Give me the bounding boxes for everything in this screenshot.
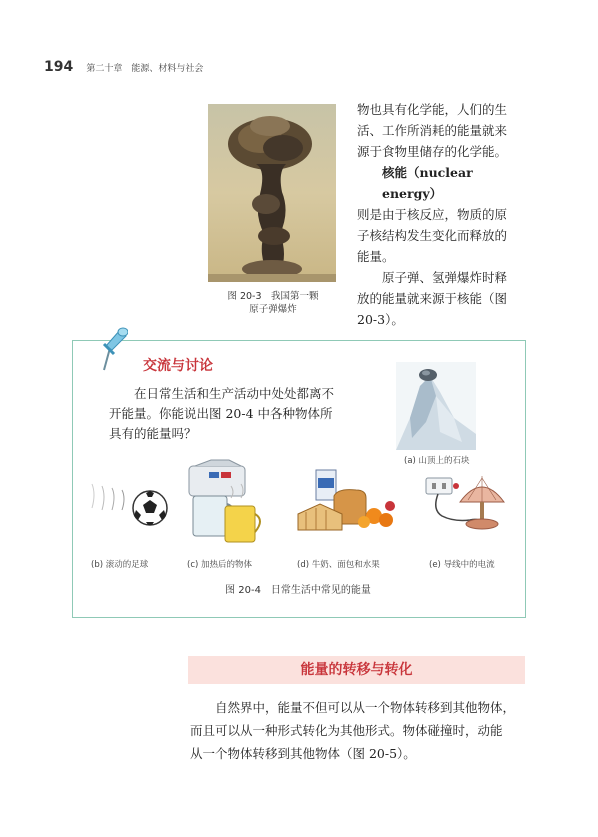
label-a: (a) 山顶上的石块 [404, 456, 470, 466]
text-line: 放的能量就来源于核能（图 [357, 291, 508, 306]
caption-line: 原子弹爆炸 [249, 304, 297, 315]
caption-line: 图 20-3 我国第一颗 [227, 291, 319, 302]
nuclear-energy-term: 核能（nuclear energy） [382, 165, 473, 201]
text-line: 开能量。你能说出图 20-4 中各种物体所 [109, 406, 333, 421]
text-line: 能量。 [357, 249, 395, 264]
figure-20-4-caption: 图 20-4 日常生活中常见的能量 [225, 585, 371, 596]
text-line: 物也具有化学能，人们的生 [357, 102, 508, 117]
right-column-text [357, 99, 527, 330]
text-line: 而且可以从一种形式转化为其他形式。物体碰撞时，动能 [190, 723, 503, 738]
text-line: 20-3）。 [357, 312, 404, 327]
page-number: 194 [44, 59, 74, 75]
label-e: (e) 导线中的电流 [429, 560, 495, 570]
figure-20-3-caption [200, 290, 346, 316]
pushpin-icon [94, 326, 128, 372]
electric-lamp-image [420, 470, 506, 534]
section-paragraph [190, 696, 530, 765]
text-line: 活、工作所消耗的能量就来 [357, 123, 508, 138]
text-line: 在日常生活和生产活动中处处都离不 [134, 386, 335, 401]
text-line: 原子弹、氢弹爆炸时释 [382, 270, 508, 285]
section-title: 能量的转移与转化 [300, 662, 413, 678]
section-header [188, 656, 525, 684]
text-line: 具有的能量吗？ [109, 426, 197, 441]
label-b: (b) 滚动的足球 [91, 560, 149, 570]
rolling-football-image [88, 480, 174, 536]
text-line [357, 162, 527, 204]
heated-objects-image [185, 458, 269, 548]
page-header [44, 56, 203, 75]
food-image [294, 468, 398, 534]
text-line: 源于食物里储存的化学能。 [357, 144, 508, 159]
text-line: 自然界中，能量不但可以从一个物体转移到其他物体， [215, 700, 516, 715]
text-line: 子核结构发生变化而释放的 [357, 228, 508, 243]
text-line: 从一个物体转移到其他物体（图 20-5）。 [190, 746, 416, 761]
chapter-title: 第二十章 能源、材料与社会 [86, 64, 204, 74]
mushroom-cloud-photo [208, 104, 336, 282]
label-c: (c) 加热后的物体 [187, 560, 253, 570]
discussion-title: 交流与讨论 [143, 358, 213, 374]
mountain-rock-image [396, 362, 476, 450]
discussion-question [109, 384, 399, 444]
text-line: 则是由于核反应，物质的原 [357, 207, 508, 222]
label-d: (d) 牛奶、面包和水果 [297, 560, 380, 570]
